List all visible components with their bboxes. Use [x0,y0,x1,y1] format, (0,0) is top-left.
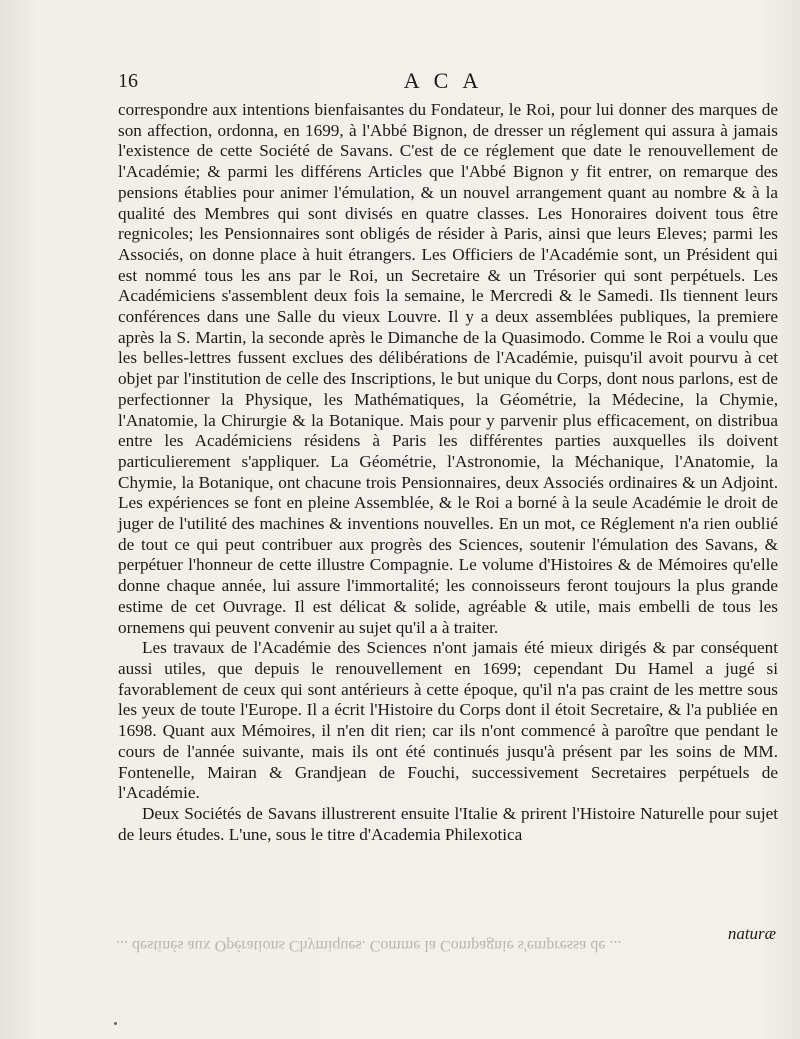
body-text [118,100,778,845]
running-head: ACA [403,68,493,93]
paragraph: Deux Sociétés de Savans illustrerent ensuite l'Italie & prirent l'Histoire Naturelle pour sujet de leurs études. L'une, sous le titre d'Academia Philexotica [118,803,778,844]
ink-speck [114,1022,117,1025]
bleed-through-text: ... destinés aux Opérations Chymiques. Comme la Compagnie s'empressa de ... [116,937,622,954]
page-header [118,64,778,94]
paragraph: correspondre aux intentions bienfaisantes du Fondateur, le Roi, pour lui donner des marques de son affection, ordonna, en 1699, à l'Abbé Bignon, de dresser un réglement qui assura à jamais l'existence de cette Société de Savans. C'est de ce réglement que date le renouvellement de l'Académie; & parmi les différens Articles que l'Abbé Bignon y fit entrer, on remarque des pensions établies pour animer l'émulation, & un nouvel arrangement quant au nombre & à la qualité des Membres qui sont divisés en quatre classes. Les Honoraires doivent tous être regnicoles; les Pensionnaires sont obligés de résider à Paris, ainsi que leurs Eleves; parmi les Associés, on donne place à huit étrangers. Les Officiers de l'Académie sont, un Président qui est nommé tous les ans par le Roi, un Secretaire & un Trésorier qui sont perpétuels. Les Académiciens s'assemblent deux fois la semaine, le Mercredi & le Samedi. Ils tiennent leurs conférences dans une Salle du vieux Louvre. Il y a deux assemblées publiques, la premiere après la S. Martin, la seconde après le Dimanche de la Quasimodo. Comme le Roi a voulu que les belles-lettres fussent exclues des délibérations de l'Académie, puisqu'il avoit pourvu à cet objet par l'institution de celle des Inscriptions, le but unique du Corps, dont nous parlons, est de perfectionner la Physique, les Mathématiques, la Géométrie, la Médecine, la Chymie, l'Anatomie, la Chirurgie & la Botanique. Mais pour y parvenir plus efficacement, on distribua entre les Académiciens résidens à Paris les différentes parties auxquelles ils doivent particulierement s'appliquer. La Géométrie, l'Astronomie, la Méchanique, l'Anatomie, la Chymie, la Botanique, ont chacune trois Pensionnaires, deux Associés ordinaires & un Adjoint. Les expériences se font en pleine Assemblée, & le Roi a borné à la seule Académie le droit de juger de l'utilité des machines & inventions nouvelles. En un mot, ce Réglement n'a rien oublié de tout ce qui peut contribuer aux progrès des Sciences, soutenir l'émulation des Savans, & perpétuer l'honneur de cette illustre Compagnie. Le volume d'Histoires & de Mémoires qu'elle donne chaque année, lui assure l'immortalité; les connoisseurs feront toujours la plus grande estime de cet Ouvrage. Il est délicat & solide, agréable & utile, mais embelli de tous les ornemens qui peuvent convenir au sujet qu'il a à traiter. [118,100,778,637]
page-number: 16 [118,70,138,92]
paragraph: Les travaux de l'Académie des Sciences n'ont jamais été mieux dirigés & par conséquent aussi utiles, que depuis le renouvellement en 1699; cependant Du Hamel a jugé si favorablement de ceux qui sont antérieurs à cette époque, qu'il n'a pas craint de les mettre sous les yeux de toute l'Europe. Il a écrit l'Histoire du Corps dont il étoit Secretaire, & l'a publiée en 1698. Quant aux Mémoires, il n'en dit rien; car ils n'ont commencé à paroître que pendant le cours de l'année suivante, mais ils ont été continués jusqu'à présent par les soins de MM. Fontenelle, Mairan & Grandjean de Fouchi, successivement Secretaires perpétuels de l'Académie. [118,638,778,803]
catchword: naturæ [727,924,776,943]
